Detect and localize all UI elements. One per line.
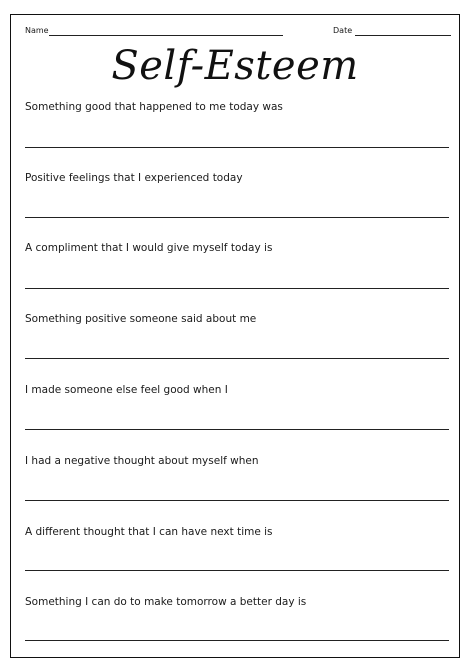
page-title: Self-Esteem bbox=[111, 43, 359, 89]
date-label: Date bbox=[333, 26, 353, 35]
answer-line-6[interactable] bbox=[25, 500, 449, 501]
name-field[interactable] bbox=[49, 35, 283, 36]
prompt-7: A different thought that I can have next time is bbox=[25, 526, 273, 538]
answer-line-4[interactable] bbox=[25, 358, 449, 359]
header-row bbox=[25, 26, 449, 40]
answer-line-5[interactable] bbox=[25, 429, 449, 430]
prompt-4: Something positive someone said about me bbox=[25, 313, 257, 325]
answer-line-1[interactable] bbox=[25, 147, 449, 148]
worksheet-page bbox=[10, 14, 460, 658]
answer-line-2[interactable] bbox=[25, 217, 449, 218]
prompt-3: A compliment that I would give myself today is bbox=[25, 242, 273, 254]
answer-line-3[interactable] bbox=[25, 288, 449, 289]
answer-line-7[interactable] bbox=[25, 570, 449, 571]
prompt-2: Positive feelings that I experienced today bbox=[25, 172, 243, 184]
prompt-6: I had a negative thought about myself when bbox=[25, 455, 259, 467]
prompt-5: I made someone else feel good when I bbox=[25, 384, 228, 396]
answer-line-8[interactable] bbox=[25, 640, 449, 641]
date-field[interactable] bbox=[355, 35, 451, 36]
prompt-8: Something I can do to make tomorrow a better day is bbox=[25, 596, 307, 608]
prompt-1: Something good that happened to me today was bbox=[25, 101, 283, 113]
name-label: Name bbox=[25, 26, 49, 35]
